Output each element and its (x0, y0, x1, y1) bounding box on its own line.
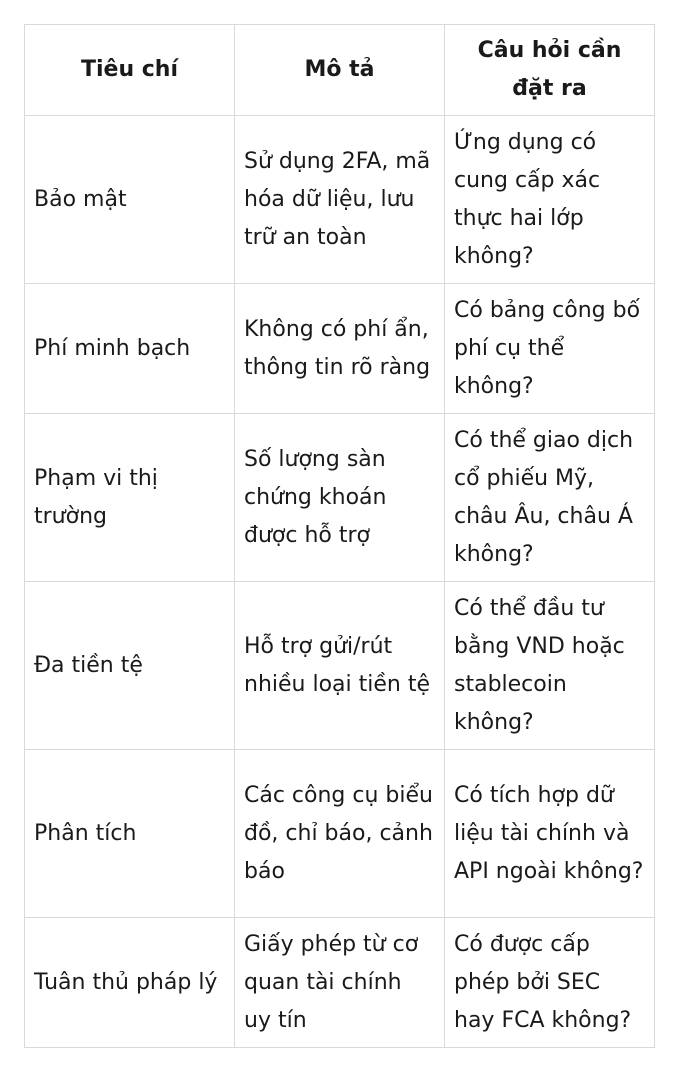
header-criteria: Tiêu chí (25, 25, 235, 116)
table-row (25, 414, 655, 582)
question-cell: Có được cấp phép bởi SEC hay FCA không? (445, 918, 655, 1048)
description-cell: Số lượng sàn chứng khoán được hỗ trợ (235, 414, 445, 582)
question-cell: Có bảng công bố phí cụ thể không? (445, 284, 655, 414)
description-cell: Sử dụng 2FA, mã hóa dữ liệu, lưu trữ an toàn (235, 116, 445, 284)
criteria-cell: Phạm vi thị trường (25, 414, 235, 582)
criteria-table-container (24, 24, 655, 1048)
criteria-table (24, 24, 655, 1048)
criteria-cell: Bảo mật (25, 116, 235, 284)
description-cell: Giấy phép từ cơ quan tài chính uy tín (235, 918, 445, 1048)
table-row (25, 582, 655, 750)
description-cell: Không có phí ẩn, thông tin rõ ràng (235, 284, 445, 414)
description-cell: Hỗ trợ gửi/rút nhiều loại tiền tệ (235, 582, 445, 750)
criteria-cell: Phân tích (25, 750, 235, 918)
table-row (25, 284, 655, 414)
question-cell: Có thể giao dịch cổ phiếu Mỹ, châu Âu, châu Á không? (445, 414, 655, 582)
header-question: Câu hỏi cần đặt ra (445, 25, 655, 116)
header-description: Mô tả (235, 25, 445, 116)
criteria-cell: Tuân thủ pháp lý (25, 918, 235, 1048)
criteria-cell: Phí minh bạch (25, 284, 235, 414)
table-row (25, 116, 655, 284)
question-cell: Có thể đầu tư bằng VND hoặc stablecoin không? (445, 582, 655, 750)
question-cell: Có tích hợp dữ liệu tài chính và API ngoài không? (445, 750, 655, 918)
description-cell: Các công cụ biểu đồ, chỉ báo, cảnh báo (235, 750, 445, 918)
criteria-cell: Đa tiền tệ (25, 582, 235, 750)
header-row (25, 25, 655, 116)
table-row (25, 918, 655, 1048)
table-row (25, 750, 655, 918)
question-cell: Ứng dụng có cung cấp xác thực hai lớp không? (445, 116, 655, 284)
